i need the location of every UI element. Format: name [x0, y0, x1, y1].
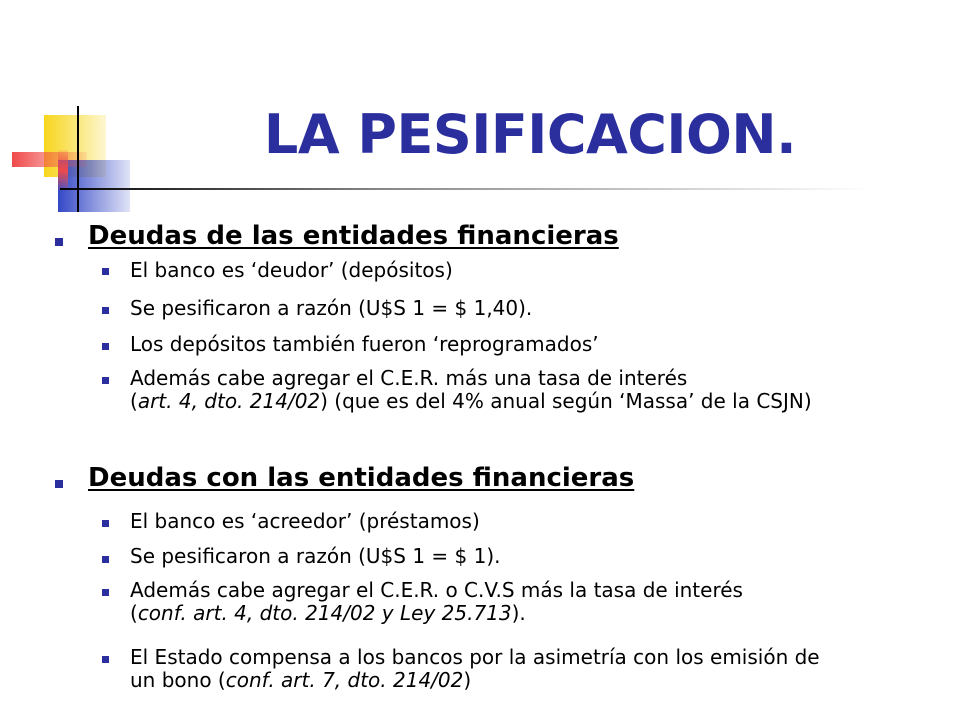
- item-text: un bono (: [130, 668, 226, 692]
- bullet-icon: [102, 307, 109, 314]
- bullet-icon: [102, 377, 109, 384]
- item-text: ) (que es del 4% anual según ‘Massa’ de la CSJN): [320, 389, 812, 413]
- list-item: Los depósitos también fueron ‘reprogramados’: [130, 332, 599, 356]
- title-rule: [60, 188, 870, 190]
- bullet-icon: [55, 238, 63, 246]
- bullet-icon: [102, 656, 109, 663]
- section-heading-1: Deudas de las entidades financieras: [88, 221, 619, 251]
- bullet-icon: [102, 556, 109, 563]
- item-text: Además cabe agregar el C.E.R. o C.V.S más la tasa de interés: [130, 578, 743, 602]
- citation: conf. art. 7, dto. 214/02: [225, 668, 464, 692]
- list-item: El banco es ‘acreedor’ (préstamos): [130, 509, 480, 533]
- list-item: [130, 367, 950, 413]
- item-text: (: [130, 601, 138, 625]
- section-heading-2: Deudas con las entidades financieras: [88, 463, 635, 493]
- item-text: Además cabe agregar el C.E.R. más una tasa de interés: [130, 366, 688, 390]
- bullet-icon: [102, 520, 109, 527]
- item-text: ).: [511, 601, 526, 625]
- bullet-icon: [102, 343, 109, 350]
- bullet-icon: [102, 589, 109, 596]
- list-item: [130, 579, 950, 625]
- list-item: Se pesificaron a razón (U$S 1 = $ 1).: [130, 544, 501, 568]
- item-text: ): [463, 668, 472, 692]
- citation: conf. art. 4, dto. 214/02 y Ley 25.713: [137, 601, 512, 625]
- item-text: (: [130, 389, 138, 413]
- citation: art. 4, dto. 214/02: [137, 389, 321, 413]
- blue-square: [58, 160, 130, 212]
- list-item: Se pesificaron a razón (U$S 1 = $ 1,40).: [130, 296, 533, 320]
- list-item: El banco es ‘deudor’ (depósitos): [130, 258, 453, 282]
- bullet-icon: [55, 480, 63, 488]
- list-item: [130, 646, 950, 692]
- slide-title: LA PESIFICACION.: [263, 103, 797, 166]
- bullet-icon: [102, 268, 109, 275]
- item-text: El Estado compensa a los bancos por la asimetría con los emisión de: [130, 645, 820, 669]
